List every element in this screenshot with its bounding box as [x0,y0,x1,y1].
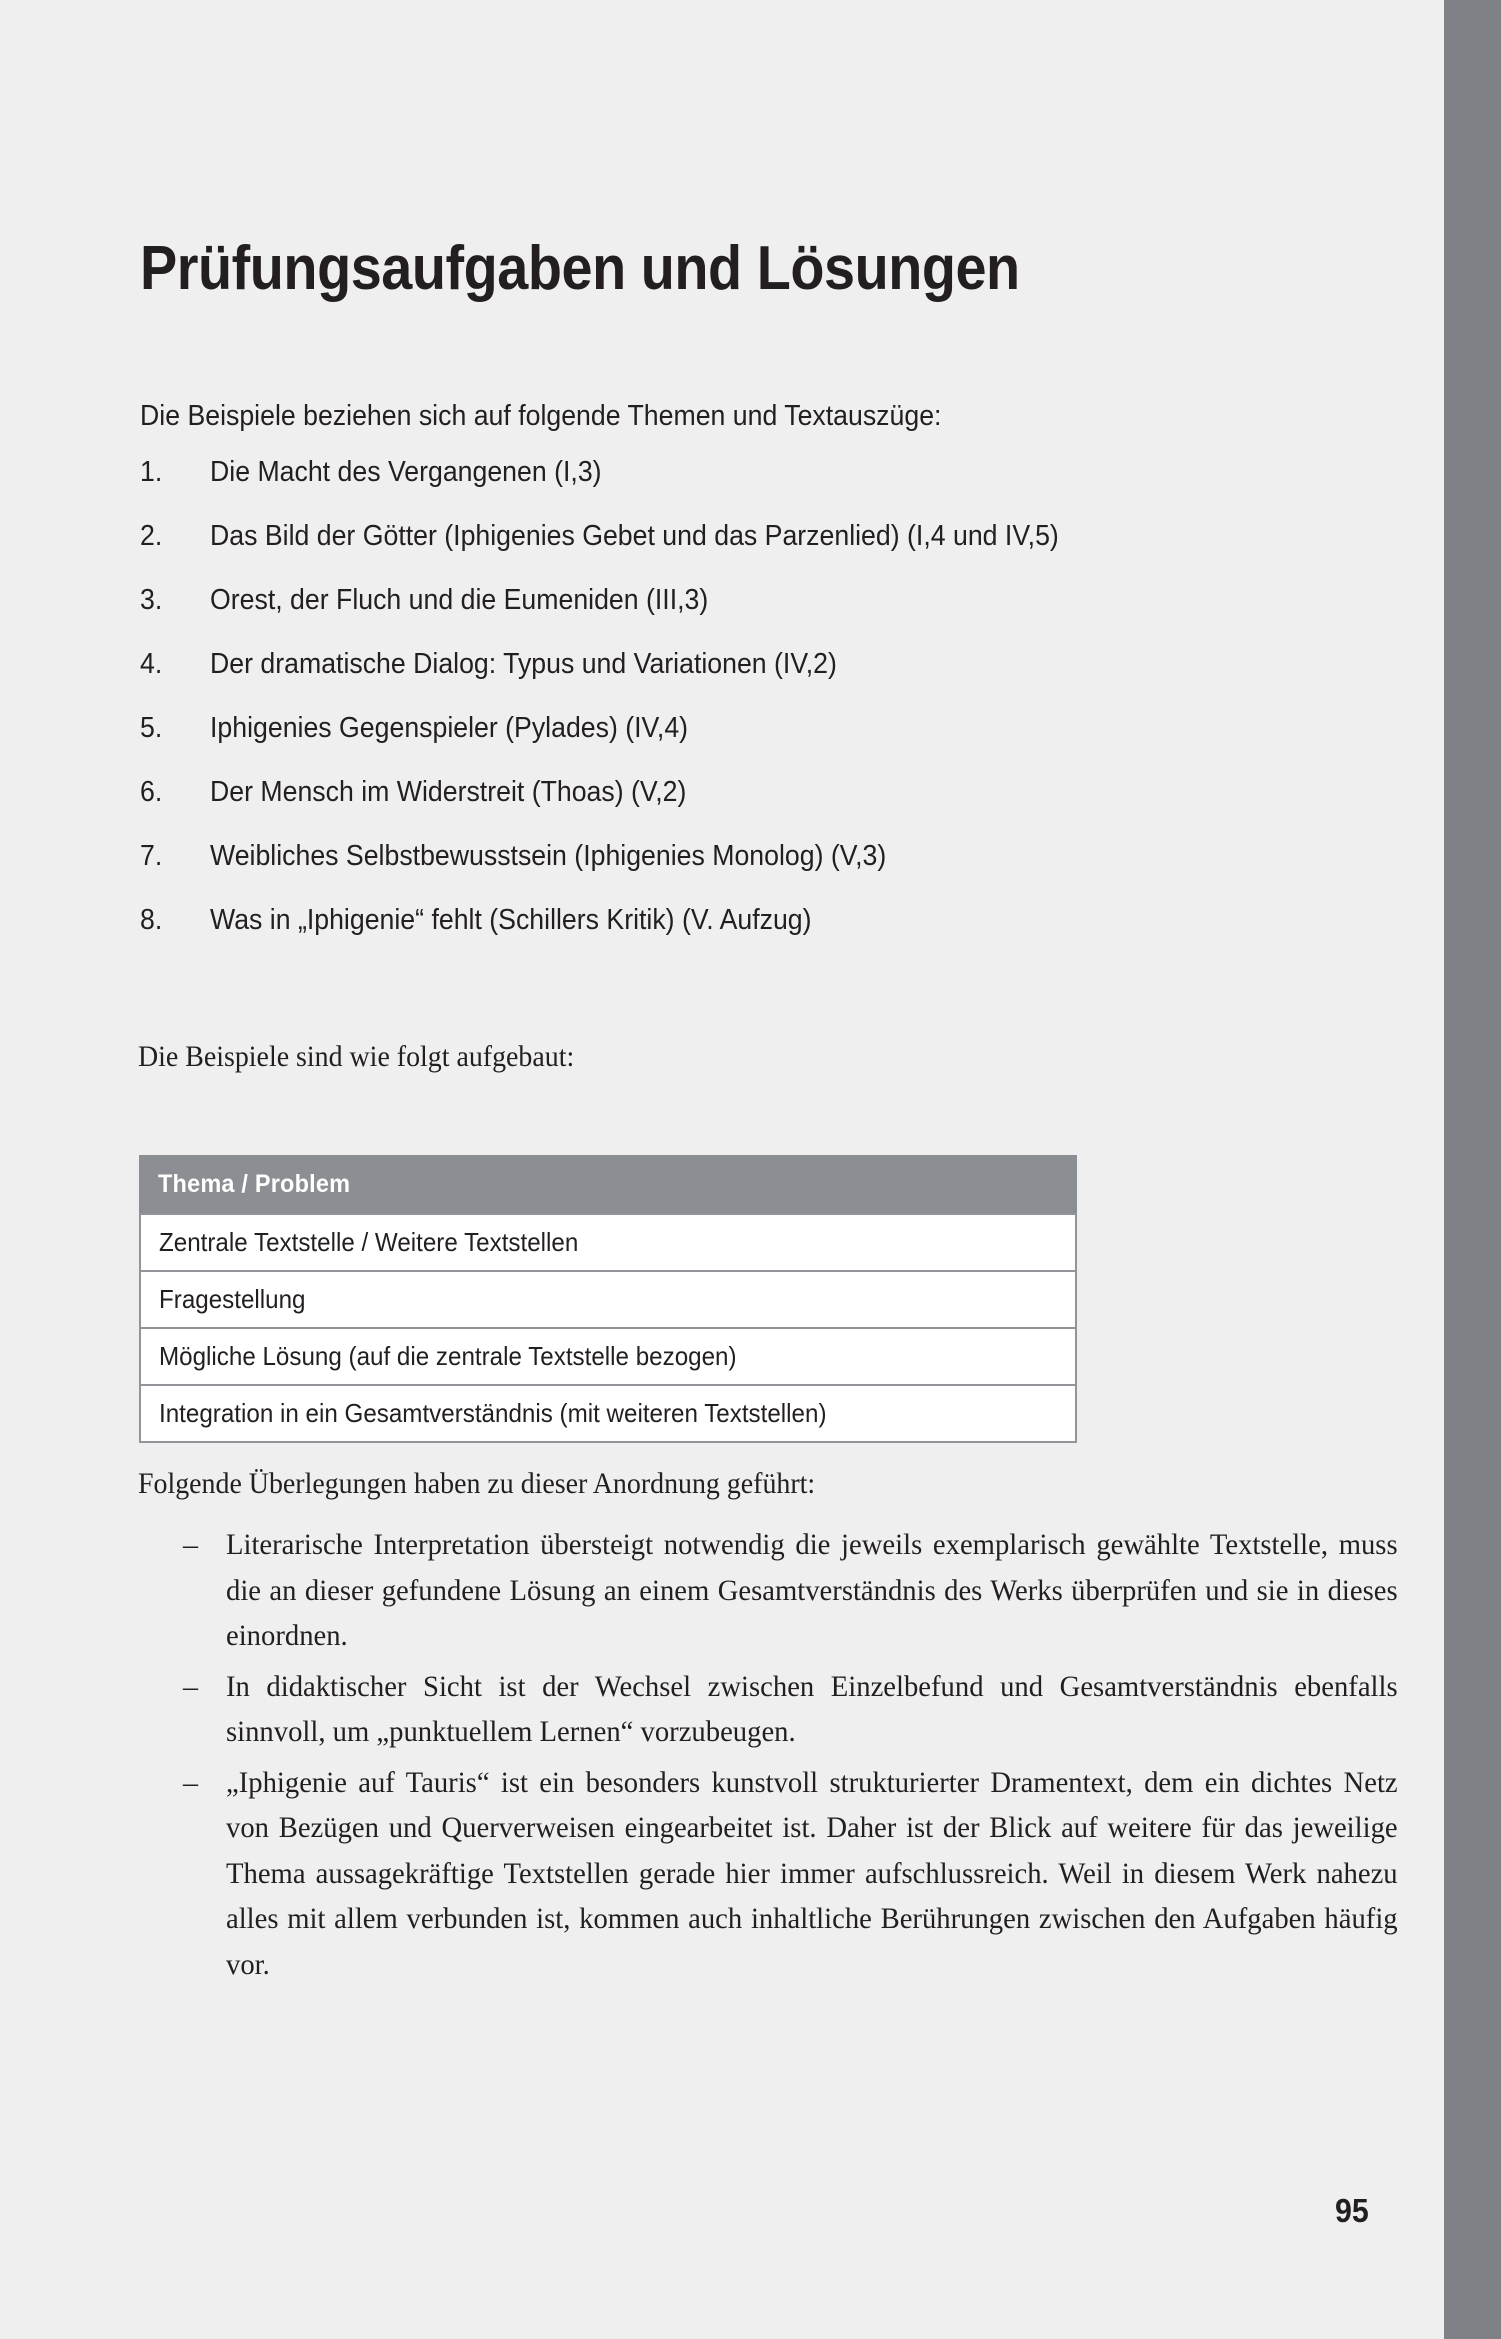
table-cell [139,1270,1077,1327]
page-number: 95 [1335,2192,1369,2229]
table-cell [139,1213,1077,1270]
list-item-label: Orest, der Fluch und die Eumeniden (III,3) [210,584,709,616]
list-item-number: 8. [140,904,163,936]
list-item-label: Der dramatische Dialog: Typus und Variationen (IV,2) [210,648,837,680]
dash-list-item [138,1664,1400,1755]
list-item [140,644,1400,708]
table-row [139,1384,1077,1443]
list-item [140,708,1400,772]
table-row [139,1327,1077,1384]
list-item-label: Iphigenies Gegenspieler (Pylades) (IV,4) [210,712,689,744]
dash-item-text: In didaktischer Sicht ist der Wechsel zwischen Einzelbefund und Gesamtverständnis ebenfalls sinnvoll, um „punktuellem Lernen“ vorzubeugen. [226,1669,1398,1748]
list-item [140,900,1400,964]
dash-item-text: „Iphigenie auf Tauris“ ist ein besonders kunstvoll strukturierter Dramentext, dem ein dichtes Netz von Bezügen und Querverweisen eingearbeitet ist. Daher ist der Blick auf weitere für das jeweilige Thema aussagekräftige Textstellen gerade hier immer aufschlussreich. Weil in diesem Werk nahezu alles mit allem verbunden ist, kommen auch inhaltliche Berührungen zwischen den Aufgaben häufig vor. [226,1765,1398,1981]
right-edge-bar [1444,0,1501,2339]
list-item-number: 2. [140,520,163,552]
table-cell-label: Mögliche Lösung (auf die zentrale Textstelle bezogen) [159,1341,737,1371]
scheme-table [139,1155,1077,1443]
dash-item-text: Literarische Interpretation übersteigt notwendig die jeweils exemplarisch gewählte Textstelle, muss die an dieser gefundene Lösung an einem Gesamtverständnis des Werks überprüfen und sie in dieses einordnen. [226,1528,1398,1652]
list-item-number: 4. [140,648,163,680]
table-header-row [139,1155,1077,1213]
table-header-label: Thema / Problem [158,1169,351,1198]
table-cell-label: Integration in ein Gesamtverständnis (mit weiteren Textstellen) [159,1398,827,1428]
list-item [140,580,1400,644]
rationale-dash-list [138,1522,1400,1992]
list-item [140,772,1400,836]
page-title: Prüfungsaufgaben und Lösungen [140,233,1020,303]
dash-bullet-icon: – [183,1765,198,1799]
list-item-label: Die Macht des Vergangenen (I,3) [210,456,602,488]
list-item [140,452,1400,516]
list-item-number: 6. [140,776,163,808]
dash-list-item [138,1522,1400,1659]
list-item-label: Was in „Iphigenie“ fehlt (Schillers Kritik) (V. Aufzug) [210,904,812,936]
intro-lead-text: Die Beispiele beziehen sich auf folgende Themen und Textauszüge: [140,400,942,432]
list-item-label: Das Bild der Götter (Iphigenies Gebet und das Parzenlied) (I,4 und IV,5) [210,520,1059,552]
table-cell-label: Fragestellung [159,1284,306,1314]
table-header-cell [139,1155,1077,1213]
table-cell [139,1384,1077,1443]
rationale-lead-text: Folgende Überlegungen haben zu dieser Anordnung geführt: [138,1467,816,1500]
dash-bullet-icon: – [183,1669,198,1703]
dash-bullet-icon: – [183,1528,198,1561]
table-cell-label: Zentrale Textstelle / Weitere Textstellen [159,1227,579,1257]
list-item [140,836,1400,900]
list-item-label: Weibliches Selbstbewusstsein (Iphigenies Monolog) (V,3) [210,840,887,872]
list-item-number: 5. [140,712,163,744]
table-row [139,1213,1077,1270]
list-item-number: 7. [140,840,163,872]
topics-numbered-list [140,452,1400,964]
list-item-number: 3. [140,584,163,616]
list-item-number: 1. [140,456,163,488]
list-item [140,516,1400,580]
table-cell [139,1327,1077,1384]
structure-lead-text: Die Beispiele sind wie folgt aufgebaut: [138,1040,575,1073]
dash-list-item [138,1760,1400,1988]
table-row [139,1270,1077,1327]
list-item-label: Der Mensch im Widerstreit (Thoas) (V,2) [210,776,687,808]
